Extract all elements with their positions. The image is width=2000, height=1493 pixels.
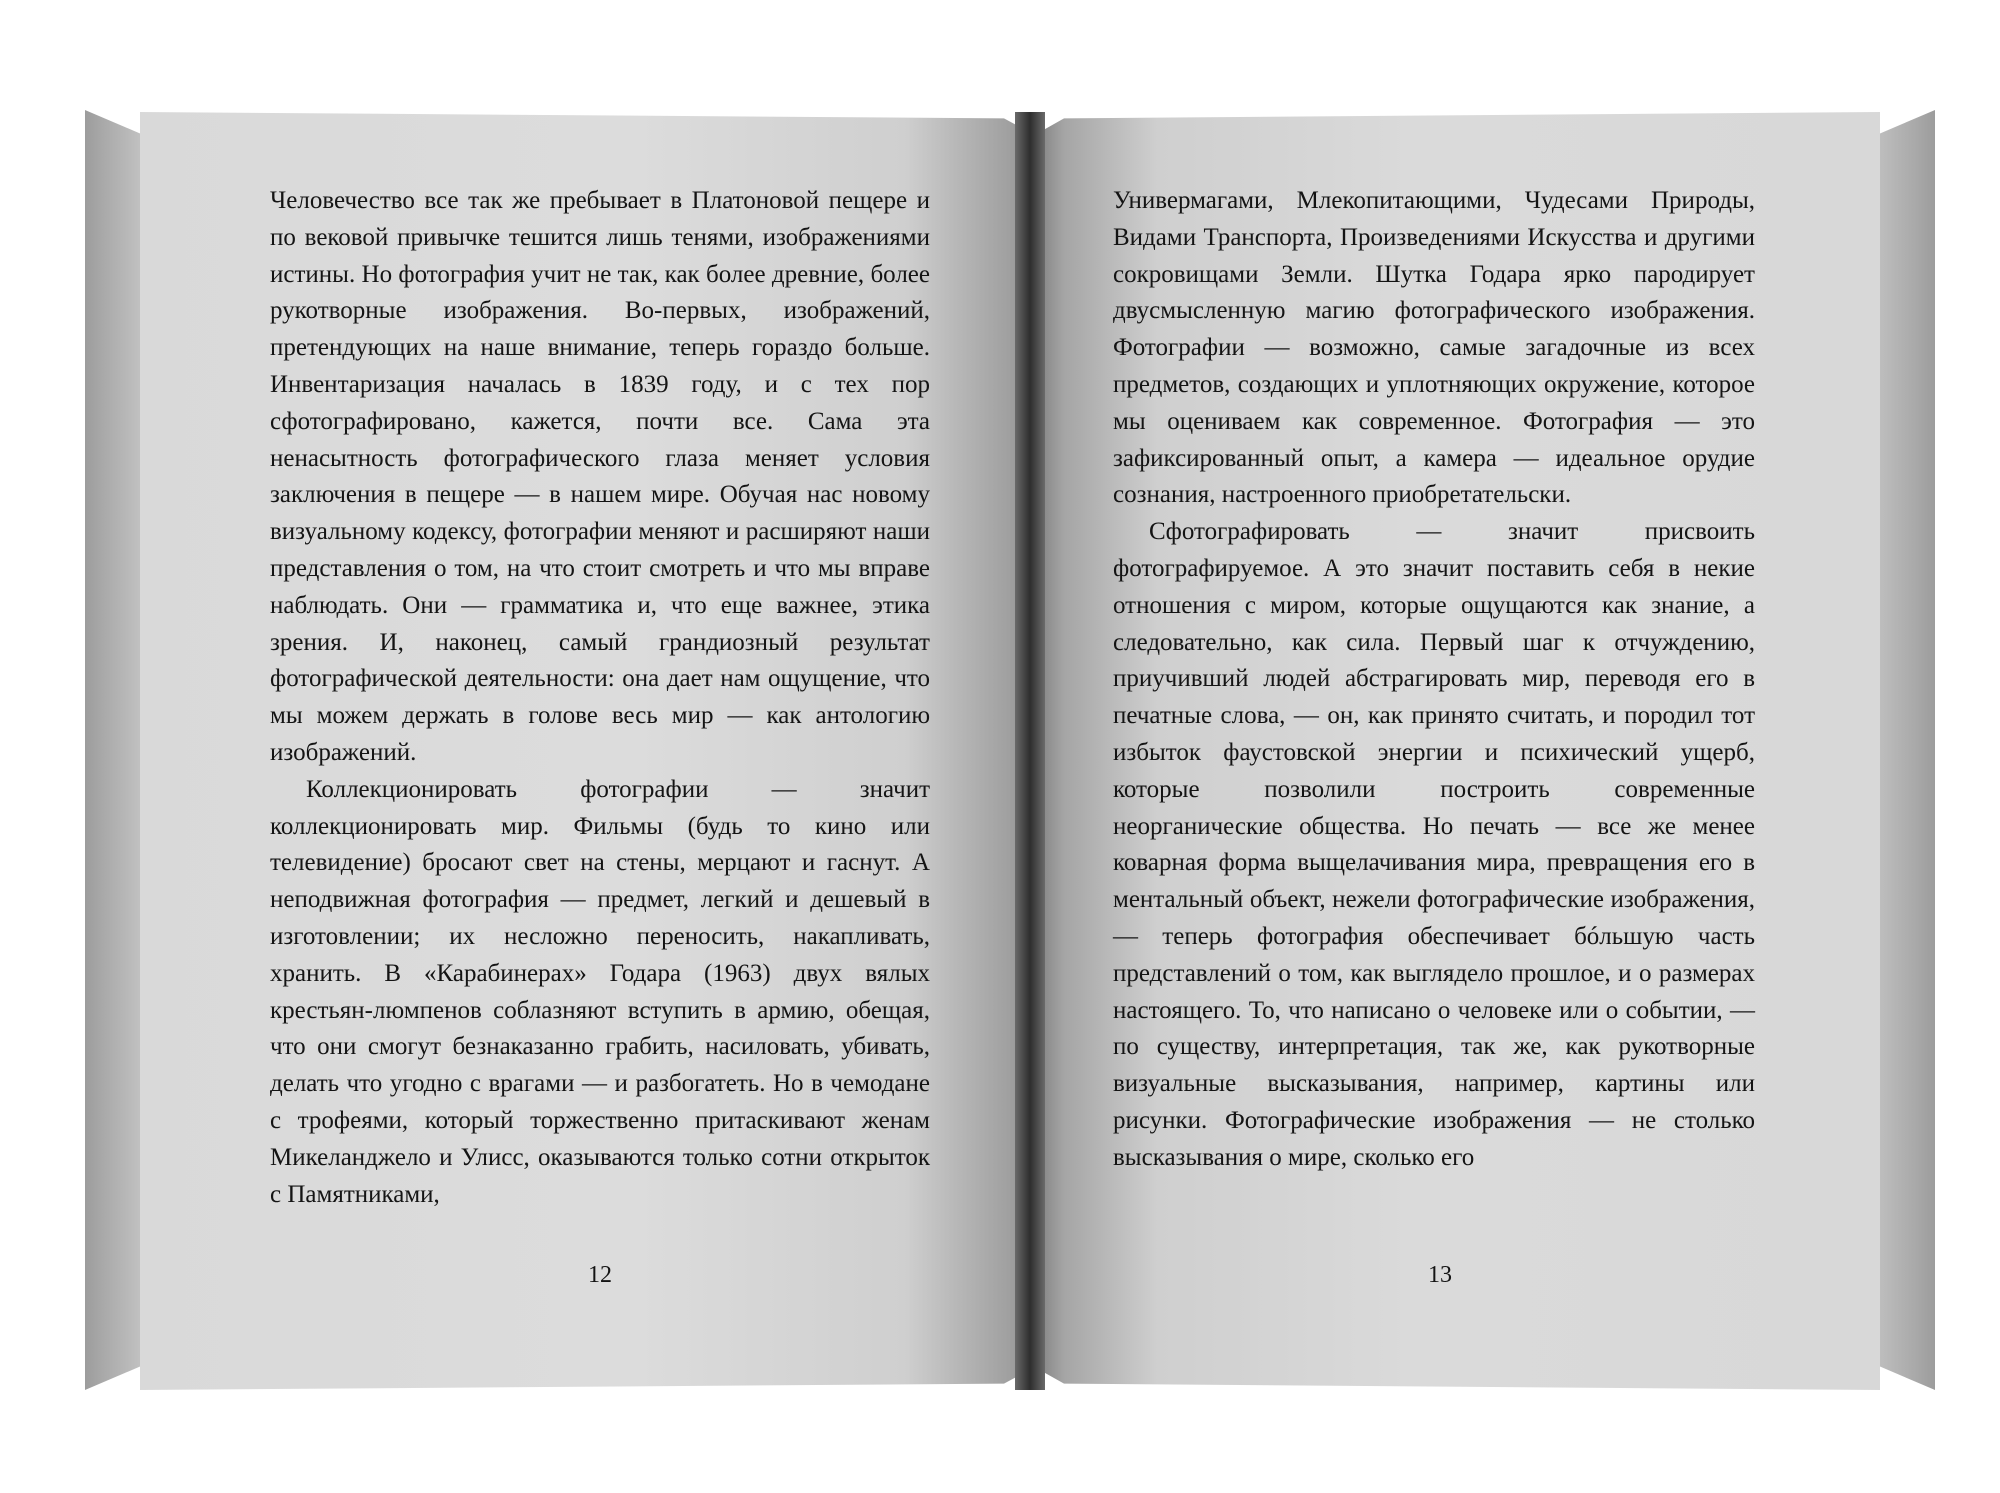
right-page-text [1113, 183, 1755, 1177]
book-gutter [1015, 112, 1045, 1390]
left-page-stack-edge [85, 110, 145, 1390]
right-paragraph-1: Универмагами, Млекопитающими, Чудесами Природы, Видами Транспорта, Произведениями Искусства и другими сокровищами Земли. Шутка Годара ярко пародирует двусмысленную магию фотографического изображения. Фотографии — возможно, самые загадочные из всех предметов, создающих и уплотняющих окружение, которое мы оцениваем как современное. Фотография — это зафиксированный опыт, а камера — идеальное орудие сознания, настроенного приобретательски. [1113, 187, 1755, 509]
left-paragraph-2: Коллекционировать фотографии — значит коллекционировать мир. Фильмы (будь то кино или телевидение) бросают свет на стены, мерцают и гаснут. А неподвижная фотография — предмет, легкий и дешевый в изготовлении; их несложно переносить, накапливать, хранить. В «Карабинерах» Годара (1963) двух вялых крестьян-люмпенов соблазняют вступить в армию, обещая, что они смогут безнаказанно грабить, насиловать, убивать, делать что угодно с врагами — и разбогатеть. Но в чемодане с трофеями, который торжественно притаскивают женам Микеланджело и Улисс, оказываются только сотни открыток с Памятниками, [270, 775, 930, 1208]
right-page-stack-edge [1875, 110, 1935, 1390]
right-page-number: 13 [1428, 1262, 1452, 1288]
left-page-text [270, 183, 930, 1213]
left-page-number: 12 [588, 1262, 612, 1288]
right-paragraph-2: Сфотографировать — значит присвоить фотографируемое. А это значит поставить себя в некие отношения с миром, которые ощущаются как знание, а следовательно, как сила. Первый шаг к отчуждению, приучивший людей абстрагировать мир, переводя его в печатные слова, — он, как принято считать, и породил тот избыток фаустовской энергии и психический ущерб, которые позволили построить современные неорганические общества. Но печать — все же менее коварная форма выщелачивания мира, превращения его в ментальный объект, нежели фотографические изображения, — теперь фотография обеспечивает бóльшую часть представлений о том, как выглядело прошлое, и о размерах настоящего. То, что написано о человеке или о событии, — по существу, интерпретация, так же, как рукотворные визуальные высказывания, например, картины или рисунки. Фотографические изображения — не столько высказывания о мире, сколько его [1113, 518, 1755, 1171]
left-paragraph-1: Человечество все так же пребывает в Платоновой пещере и по вековой привычке тешится лишь тенями, изображениями истины. Но фотография учит не так, как более древние, более рукотворные изображения. Во-первых, изображений, претендующих на наше внимание, теперь гораздо больше. Инвентаризация началась в 1839 году, и с тех пор сфотографировано, кажется, почти все. Сама эта ненасытность фотографического глаза меняет условия заключения в пещере — в нашем мире. Обучая нас новому визуальному кодексу, фотографии меняют и расширяют наши представления о том, на что стоит смотреть и что мы вправе наблюдать. Они — грамматика и, что еще важнее, этика зрения. И, наконец, самый грандиозный результат фотографической деятельности: она дает нам ощущение, что мы можем держать в голове весь мир — как антологию изображений. [270, 187, 930, 766]
